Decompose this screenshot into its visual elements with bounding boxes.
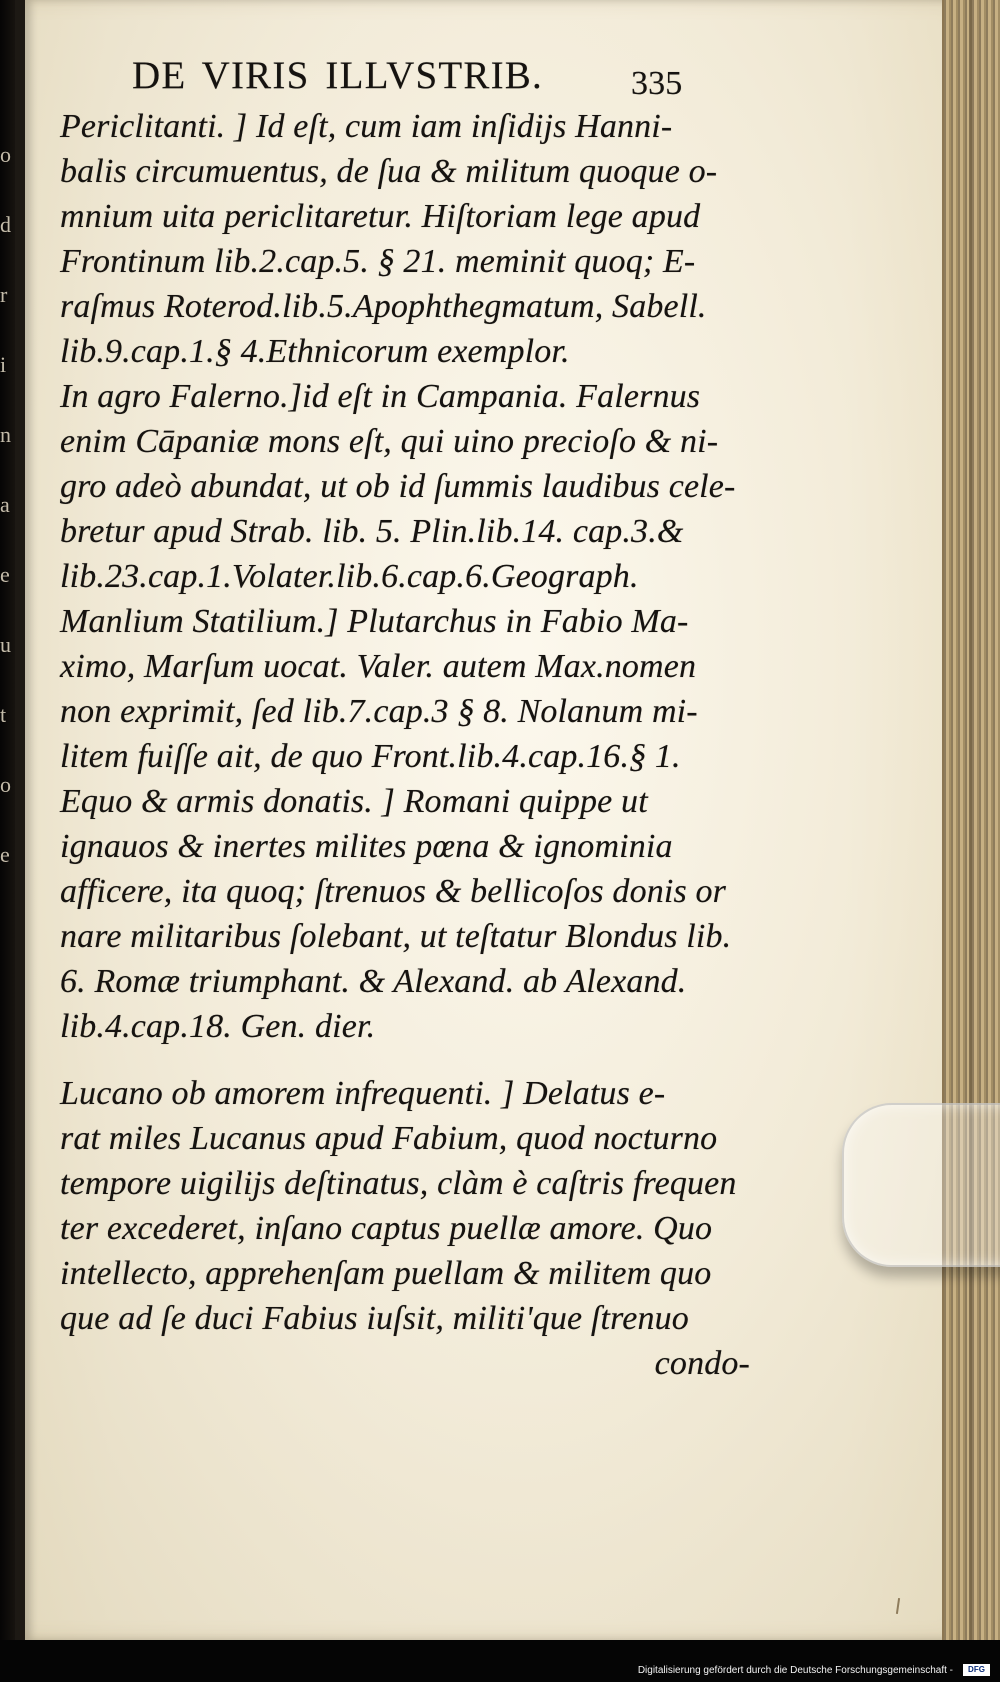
note-line: ter excederet, inſano captus puellæ amore. Quo bbox=[60, 1210, 713, 1247]
commentary-note-manlium-statilium bbox=[60, 599, 750, 779]
note-line: In agro Falerno.]id eſt in Campania. Falernus bbox=[60, 378, 701, 415]
opposite-page-fragments: o d r i n a e u t o e bbox=[0, 142, 11, 867]
commentary-note-periclitanti bbox=[60, 104, 750, 374]
note-line: tempore uigilijs deſtinatus, clàm è caſtris frequen bbox=[60, 1165, 737, 1202]
note-line: enim Cāpaniæ mons eſt, qui uino precioſo & ni- bbox=[60, 423, 719, 460]
page-tab-overlay bbox=[842, 1103, 1000, 1267]
note-line: raſmus Roterod.lib.5.Apophthegmatum, Sabell. bbox=[60, 288, 707, 325]
note-line: rat miles Lucanus apud Fabium, quod nocturno bbox=[60, 1120, 718, 1157]
note-line: Frontinum lib.2.cap.5. § 21. meminit quoq; E- bbox=[60, 243, 696, 280]
page-number: 335 bbox=[631, 65, 683, 102]
note-line: 6. Romæ triumphant. & Alexand. ab Alexand. bbox=[60, 963, 687, 1000]
commentary-note-lucano bbox=[60, 1071, 750, 1386]
note-line: nare militaribus ſolebant, ut teſtatur Blondus lib. bbox=[60, 918, 732, 955]
note-line: lib.4.cap.18. Gen. dier. bbox=[60, 1008, 376, 1045]
note-line: balis circumuentus, de ſua & militum quoque o- bbox=[60, 153, 718, 190]
catchword: condo- bbox=[654, 1345, 750, 1382]
note-line: bretur apud Strab. lib. 5. Plin.lib.14. cap.3.& bbox=[60, 513, 684, 550]
note-line: ximo, Marſum uocat. Valer. autem Max.nomen bbox=[60, 648, 697, 685]
note-line: Manlium Statilium.] Plutarchus in Fabio Ma- bbox=[60, 603, 689, 640]
running-title: DE VIRIS ILLVSTRIB. bbox=[132, 54, 543, 97]
note-line: afficere, ita quoq; ſtrenuos & bellicoſos donis or bbox=[60, 873, 727, 910]
paragraph-gap bbox=[60, 1049, 750, 1071]
note-line: lib.23.cap.1.Volater.lib.6.cap.6.Geograph. bbox=[60, 558, 639, 595]
note-line: litem fuiſſe ait, de quo Front.lib.4.cap.16.§ 1. bbox=[60, 738, 681, 775]
page-edge-shadow bbox=[969, 0, 972, 1640]
note-line: non exprimit, ſed lib.7.cap.3 § 8. Nolanum mi- bbox=[60, 693, 698, 730]
digitization-credit: Digitalisierung gefördert durch die Deutsche Forschungsgemeinschaft - bbox=[637, 1665, 953, 1676]
note-line: mnium uita periclitaretur. Hiſtoriam lege apud bbox=[60, 198, 701, 235]
commentary-note-equo-armis bbox=[60, 779, 750, 1049]
commentary-note-agro-falerno bbox=[60, 374, 750, 599]
note-line: ignauos & inertes milites pœna & ignominia bbox=[60, 828, 673, 865]
note-line: Equo & armis donatis. ] Romani quippe ut bbox=[60, 783, 648, 820]
dfg-logo: DFG bbox=[963, 1664, 990, 1676]
digitization-footer bbox=[0, 1640, 1000, 1682]
note-line: lib.9.cap.1.§ 4.Ethnicorum exemplor. bbox=[60, 333, 570, 370]
note-line: Lucano ob amorem infrequenti. ] Delatus e- bbox=[60, 1075, 666, 1112]
printed-page-content bbox=[60, 52, 750, 1382]
note-line: gro adeò abundat, ut ob id ſummis laudibus cele- bbox=[60, 468, 736, 505]
note-line: intellecto, apprehenſam puellam & militem quo bbox=[60, 1255, 712, 1292]
running-head bbox=[60, 52, 750, 104]
note-line: Periclitanti. ] Id eſt, cum iam inſidijs Hanni- bbox=[60, 108, 673, 145]
note-line: que ad ſe duci Fabius iuſsit, militi'que ſtrenuo bbox=[60, 1300, 689, 1337]
